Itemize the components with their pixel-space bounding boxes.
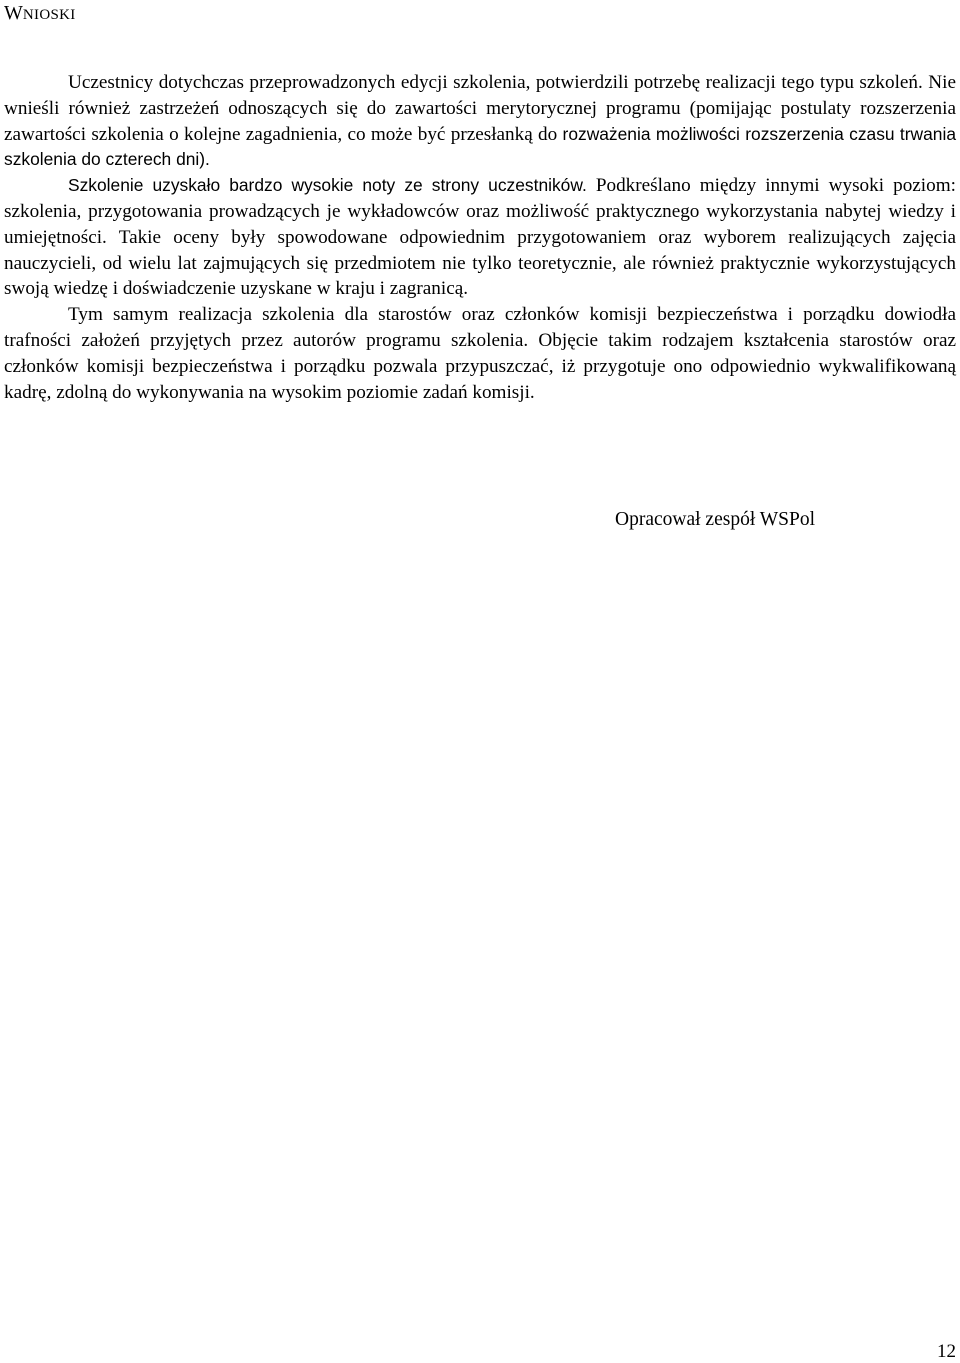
- paragraph-1-text-a: Uczestnicy dotychczas przeprowadzonych edycji szkolenia, potwierdzili potrzebę realizacji tego typu szkoleń. Nie wnieśli również zastrzeżeń odnoszących się do zawartości merytorycznej programu (pomijając postulaty rozszerzenia zawartości szkolenia o kolejne zagadnienia, co może być przesłanką do: [4, 72, 956, 145]
- page-number: 12: [937, 1341, 956, 1362]
- signature: Opracował zespół WSPol: [615, 509, 816, 530]
- paragraph-1-text-b: rozważenia możliwości rozszerzenia czasu trwania szkolenia do czterech dni).: [4, 123, 956, 170]
- section-heading-initial: W: [4, 2, 23, 24]
- paragraph-2: [4, 173, 956, 302]
- paragraph-2-text-a: Szkolenie uzyskało bardzo wysokie noty ze strony uczestników.: [68, 175, 587, 196]
- section-heading-rest: NIOSKI: [22, 7, 76, 23]
- paragraph-1: [4, 70, 956, 173]
- paragraph-3-text: Tym samym realizacja szkolenia dla starostów oraz członków komisji bezpieczeństwa i porządku dowiodła trafności założeń przyjętych przez autorów programu szkolenia. Objęcie takim rodzajem kształcenia starostów oraz członków komisji bezpieczeństwa i porządku pozwala przypuszczać, iż przygotuje ono odpowiednio wykwalifikowaną kadrę, zdolną do wykonywania na wysokim poziomie zadań komisji.: [4, 304, 956, 403]
- paragraph-3: [4, 302, 956, 405]
- paragraph-2-text-b: Podkreślano między innymi wysoki poziom: szkolenia, przygotowania prowadzących je wykładowców oraz możliwość praktycznego wykorzystania nabytej wiedzy i umiejętności. Takie oceny były spowodowane odpowiednim przygotowaniem oraz wyborem realizujących zajęcia nauczycieli, od wielu lat zajmujących się przedmiotem nie tylko teoretycznie, ale również praktycznie wykorzystujących swoją wiedzę i doświadczenie uzyskane w kraju i zagranicą.: [4, 175, 956, 300]
- section-heading: [4, 2, 76, 26]
- document-body: [4, 70, 956, 405]
